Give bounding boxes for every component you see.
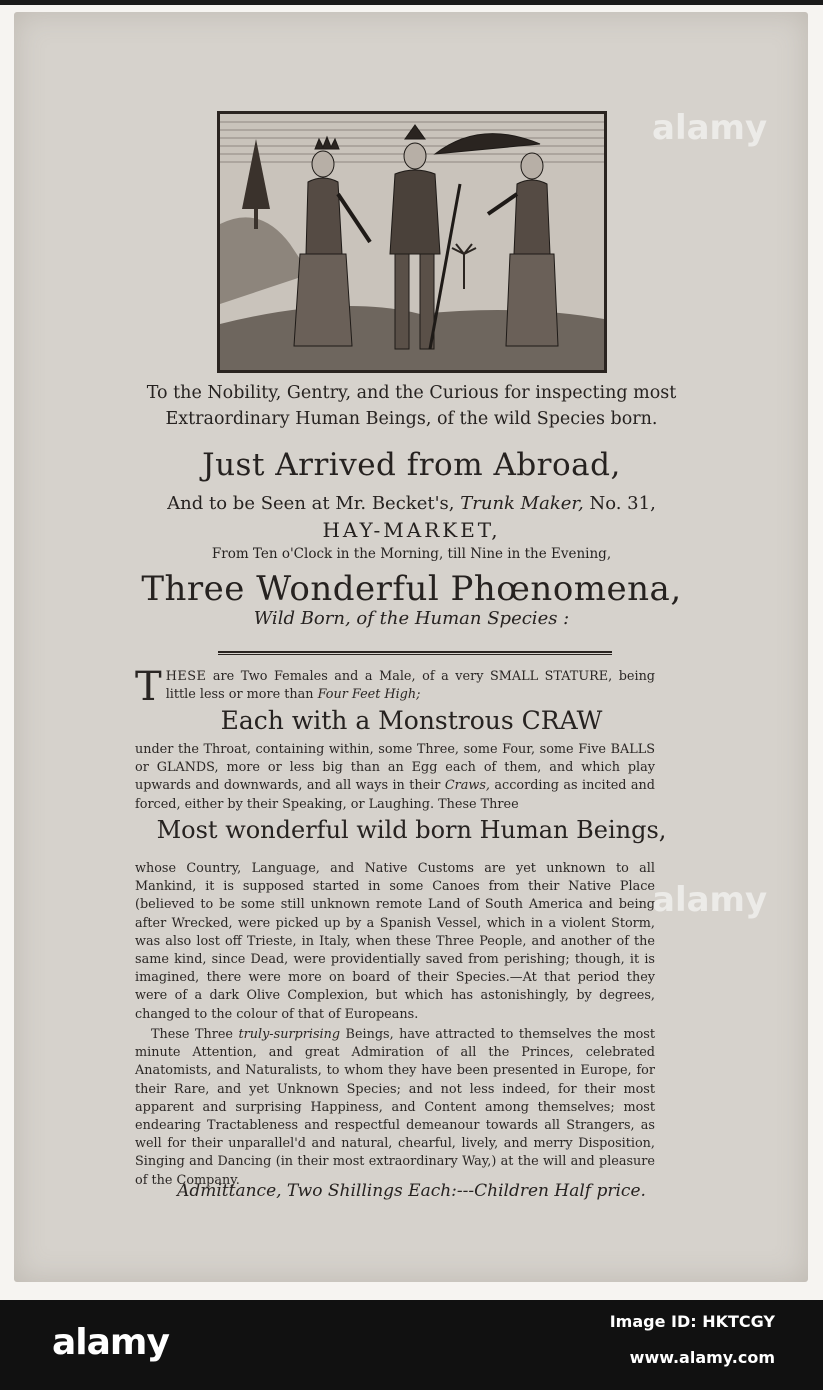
drop-cap: T xyxy=(135,664,162,710)
watermark-middle: alamy xyxy=(652,880,768,920)
admiration-text-a: These Three xyxy=(151,1027,239,1042)
woodcut-illustration xyxy=(217,111,607,373)
just-arrived-heading: Just Arrived from Abroad, xyxy=(202,447,621,483)
footer-logo[interactable]: alamy xyxy=(52,1322,169,1363)
intro-smallcaps: HESE xyxy=(165,669,207,684)
footer-image-id: Image ID: HKTCGY xyxy=(609,1312,775,1331)
phenomena-heading: Three Wonderful Phœnomena, xyxy=(141,569,682,609)
double-rule-divider xyxy=(218,651,612,655)
paragraph-craw xyxy=(135,741,655,814)
venue-trade: Trunk Maker, xyxy=(460,493,584,514)
woodcut-figures xyxy=(220,114,604,370)
footer-site-link[interactable]: www.alamy.com xyxy=(629,1348,775,1367)
wild-born-subheading: Wild Born, of the Human Species : xyxy=(253,608,570,629)
craw-text-b: according as incited and forced, either by their Speaking, or Laughing. These Three xyxy=(135,778,655,812)
heading-line-2: Extraordinary Human Beings, of the wild Species born. xyxy=(165,409,658,429)
admittance-line: Admittance, Two Shillings Each:---Children Half price. xyxy=(177,1181,646,1201)
venue-line xyxy=(60,493,763,514)
intro-italic: Four Feet High; xyxy=(317,687,421,703)
craw-text-a: under the Throat, containing within, some Three, some Four, some Five BALLS or GLANDS, more or less big than an Egg each of them, and which play upwards and downwards, and all ways in their xyxy=(135,742,655,794)
hours-line: From Ten o'Clock in the Morning, till Nine in the Evening, xyxy=(211,546,612,562)
venue-number: No. 31, xyxy=(589,493,656,514)
venue-prefix: And to be Seen at Mr. Becket's, xyxy=(167,493,455,514)
intro-text: are Two Females and a Male, of a very SMALL STATURE, being little less or more than xyxy=(165,669,655,703)
heading-line-1: To the Nobility, Gentry, and the Curious for inspecting most xyxy=(146,383,677,403)
heading-address xyxy=(60,380,763,432)
paragraph-intro xyxy=(135,664,655,710)
admiration-italic: truly-surprising xyxy=(238,1027,341,1042)
watermark-top: alamy xyxy=(652,108,768,148)
admiration-text-b: Beings, have attracted to themselves the most minute Attention, and great Admiration of all the Princes, celebrated Anatomists, and Naturalists, to whom they have been presented in Europe, for their Rare, and yet Unknown Species; and not less indeed, for their most apparent and surprising Happiness, and Content among themselves; most endearing Tractableness and respectful demeanour towards all Strangers, as well for their unparallel'd and natural, chearful, lively, and merry Disposition, Singing and Dancing (in their most extraordinary Way,) at the will and pleasure of the Company. xyxy=(135,1027,655,1188)
paragraph-origin: whose Country, Language, and Native Customs are yet unknown to all Mankind, it is supposed started in some Canoes from their Native Place (believed to be some still unknown remote Land of South America and being after Wrecked, were picked up by a Spanish Vessel, which in a violent Storm, was also lost off Trieste, in Italy, when these Three People, and another of the same kind, since Dead, were providentially saved from perishing; though, it is imagined, there were more on board of their Species.—At that period they were of a dark Olive Complexion, but which has astonishingly, by degrees, changed to the colour of that of Europeans. xyxy=(135,861,655,1022)
haymarket-line: HAY-MARKET, xyxy=(322,518,501,542)
craw-italic: Craws, xyxy=(444,778,490,794)
most-wonderful-heading: Most wonderful wild born Human Beings, xyxy=(156,816,667,844)
monstrous-craw-heading: Each with a Monstrous CRAW xyxy=(220,706,603,735)
paragraph-admiration xyxy=(135,1026,655,1190)
top-border xyxy=(0,0,823,5)
